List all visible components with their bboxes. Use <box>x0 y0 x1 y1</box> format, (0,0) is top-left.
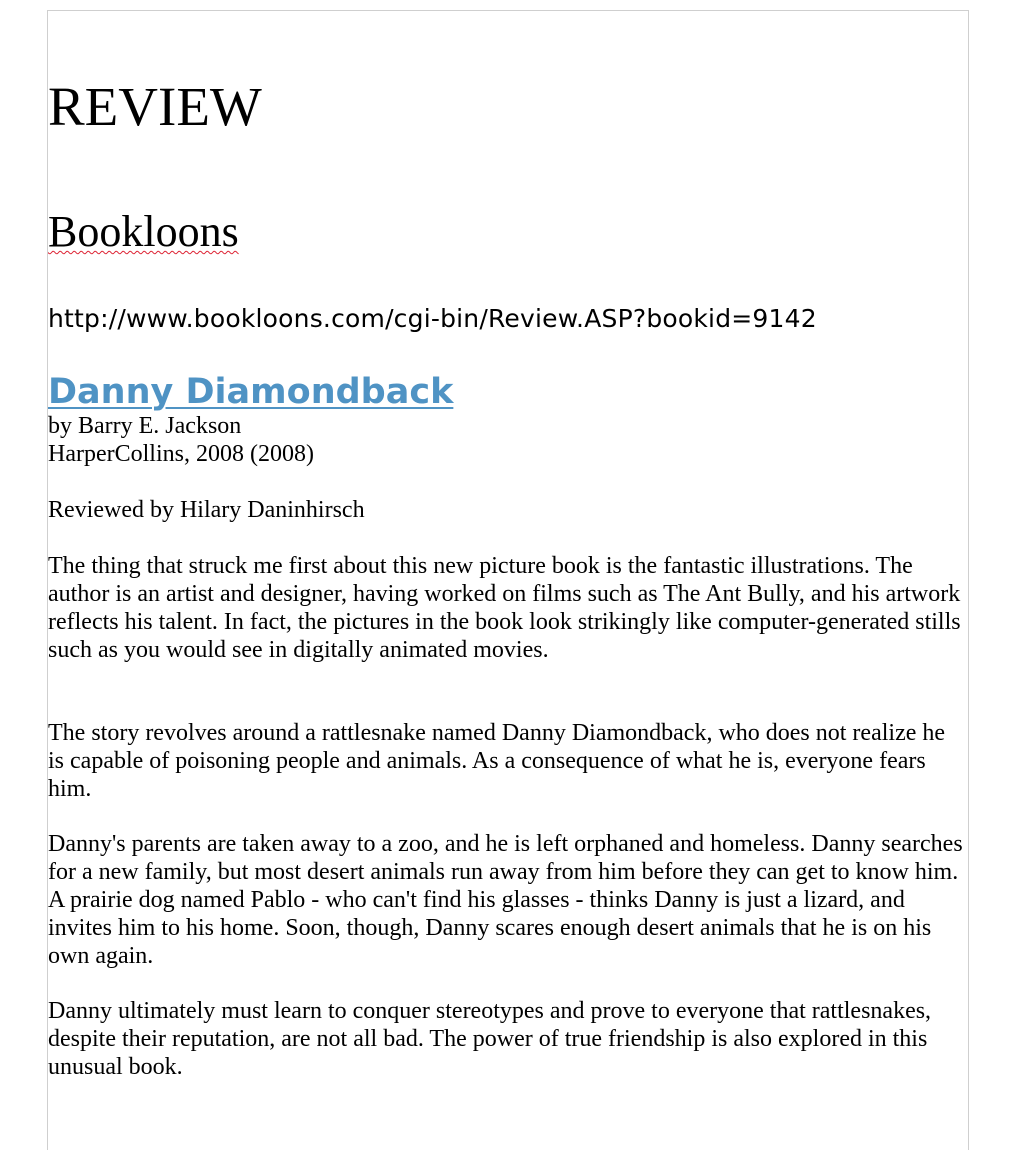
source-name-text: Bookloons <box>48 207 239 256</box>
reviewer-line: Reviewed by Hilary Daninhirsch <box>48 497 365 523</box>
book-meta <box>48 412 314 468</box>
book-title-link[interactable]: Danny Diamondback <box>48 372 454 412</box>
review-paragraph <box>48 997 963 1081</box>
source-url[interactable]: http://www.bookloons.com/cgi-bin/Review.ASP?bookid=9142 <box>48 304 817 333</box>
review-paragraph-3: Danny's parents are taken away to a zoo, and he is left orphaned and homeless. Danny searches for a new family, but most desert animals run away from him before they can get to know him. A prairie dog named Pablo - who can't find his glasses - thinks Danny is just a lizard, and invites him to his home. Soon, though, Danny scares enough desert animals that he is on his own again. <box>48 831 963 969</box>
review-paragraph <box>48 552 963 664</box>
source-name <box>48 204 239 260</box>
publisher-line: HarperCollins, 2008 (2008) <box>48 441 314 467</box>
review-paragraph-4: Danny ultimately must learn to conquer stereotypes and prove to everyone that rattlesnakes, despite their reputation, are not all bad. The power of true friendship is also explored in this unusual book. <box>48 998 932 1080</box>
review-paragraph-2: The story revolves around a rattlesnake named Danny Diamondback, who does not realize he is capable of poisoning people and animals. As a consequence of what he is, everyone fears him. <box>48 720 946 802</box>
review-paragraph <box>48 830 963 970</box>
page-title: REVIEW <box>48 76 262 137</box>
author-line: by Barry E. Jackson <box>48 413 242 439</box>
review-paragraph <box>48 719 963 803</box>
review-paragraph-1: The thing that struck me first about this new picture book is the fantastic illustrations. The author is an artist and designer, having worked on films such as The Ant Bully, and his artwork reflects his talent. In fact, the pictures in the book look strikingly like computer-generated stills such as you would see in digitally animated movies. <box>48 553 961 663</box>
